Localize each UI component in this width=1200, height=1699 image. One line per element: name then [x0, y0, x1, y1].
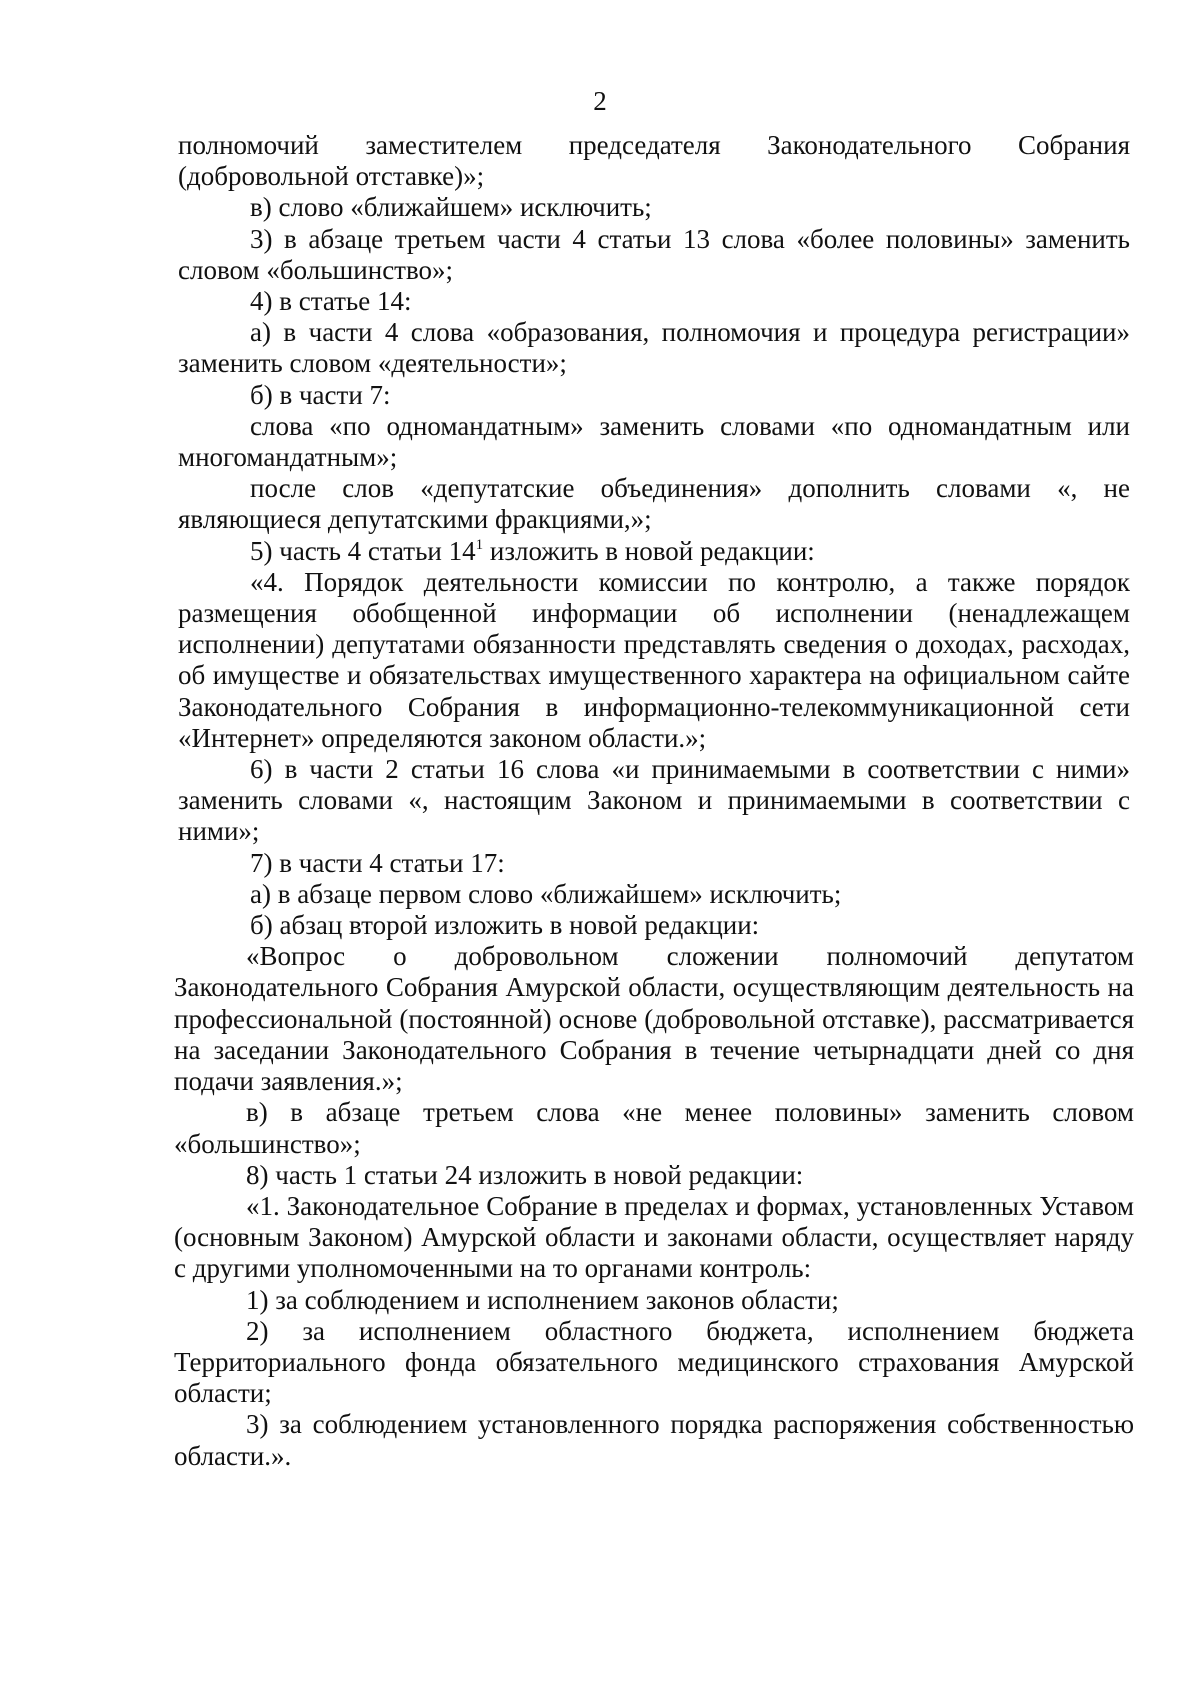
item-5-text-after: изложить в новой редакции:: [483, 535, 815, 566]
item-5-superscript: 1: [475, 536, 484, 553]
paragraph-item-4b-words: слова «по одномандатным» заменить словами «по одномандатным или многомандатным»;: [178, 410, 1130, 473]
paragraph-continuation: полномочий заместителем председателя Законодательного Собрания (добровольной отставке)»;: [178, 130, 1130, 192]
paragraph-item-4b-after: после слов «депутатские объединения» дополнить словами «, не являющиеся депутатскими фракциями,»;: [178, 473, 1130, 535]
paragraph-item-2v: в) слово «ближайшем» исключить;: [250, 192, 652, 223]
paragraph-item-8: 8) часть 1 статьи 24 изложить в новой редакции:: [246, 1159, 804, 1190]
paragraph-item-5-quote: «4. Порядок деятельности комиссии по контролю, а также порядок размещения обобщенной информации об исполнении (ненадлежащем исполнении) депутатами обязанности представлять сведения о доходах, расходах, об имуществе и обязательствах имущественного характера на официальном сайте Законодательного Собрания в информационно-телекоммуникационной сети «Интернет» определяются законом области.»;: [178, 566, 1130, 753]
paragraph-item-7a: а) в абзаце первом слово «ближайшем» исключить;: [250, 878, 842, 909]
paragraph-item-8-3: 3) за соблюдением установленного порядка распоряжения собственностью области.».: [174, 1409, 1134, 1471]
paragraph-item-7b: б) абзац второй изложить в новой редакции:: [250, 910, 760, 941]
item-5-text-before: 5) часть 4 статьи 14: [250, 535, 476, 566]
document-body: [174, 130, 1134, 1472]
paragraph-item-7v: в) в абзаце третьем слова «не менее половины» заменить словом «большинство»;: [174, 1097, 1134, 1159]
paragraph-item-4a: а) в части 4 слова «образования, полномочия и процедура регистрации» заменить словом «деятельности»;: [178, 317, 1130, 379]
paragraph-item-6: 6) в части 2 статьи 16 слова «и принимаемыми в соответствии с ними» заменить словами «, настоящим Законом и принимаемыми в соответствии с ними»;: [178, 754, 1130, 847]
paragraph-item-8-2: 2) за исполнением областного бюджета, исполнением бюджета Территориального фонда обязательного медицинского страхования Амурской области;: [174, 1315, 1134, 1409]
paragraph-item-4: 4) в статье 14:: [250, 286, 412, 317]
paragraph-item-5: [178, 536, 1130, 567]
paragraph-item-8-1: 1) за соблюдением и исполнением законов области;: [246, 1284, 839, 1315]
paragraph-item-7: 7) в части 4 статьи 17:: [250, 847, 505, 878]
page-number: 2: [593, 86, 607, 116]
paragraph-item-3: 3) в абзаце третьем части 4 статьи 13 слова «более половины» заменить словом «большинство»;: [178, 223, 1130, 285]
paragraph-item-7b-quote: «Вопрос о добровольном сложении полномочий депутатом Законодательного Собрания Амурской области, осуществляющим деятельность на профессиональной (постоянной) основе (добровольной отставке), рассматривается на заседании Законодательного Собрания в течение четырнадцати дней со дня подачи заявления.»;: [174, 941, 1134, 1097]
paragraph-item-4b: б) в части 7:: [250, 379, 391, 410]
paragraph-item-8-quote: «1. Законодательное Собрание в пределах и формах, установленных Уставом (основным Законом) Амурской области и законами области, осуществляет наряду с другими уполномоченными на то органами контроль:: [174, 1190, 1134, 1284]
